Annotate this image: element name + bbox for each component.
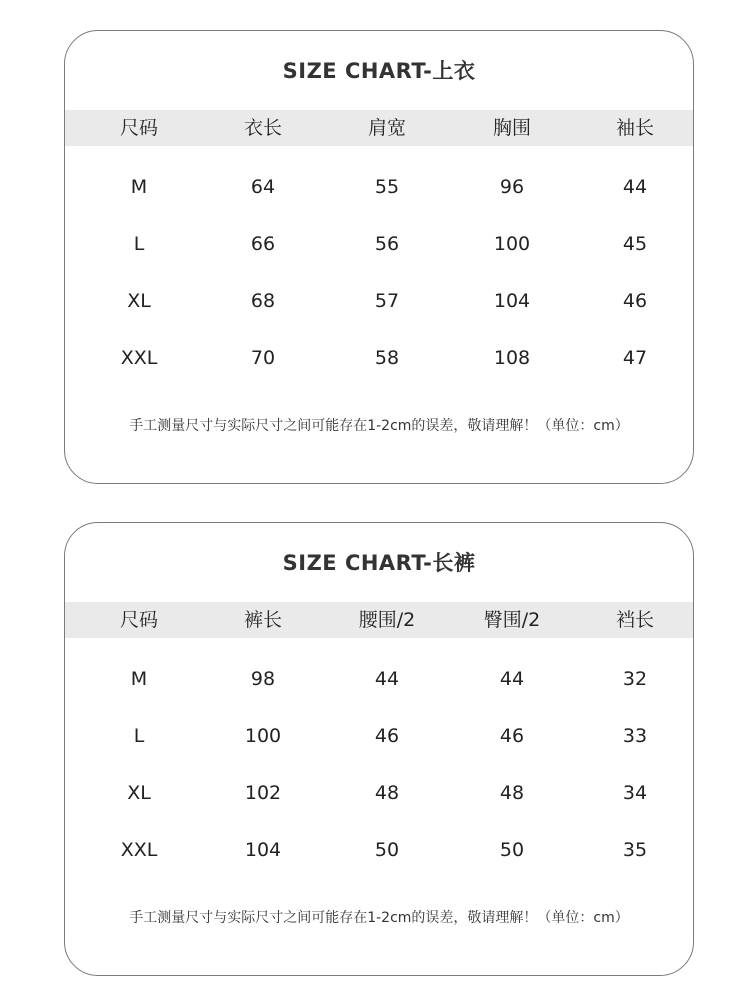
table-header-row [65, 110, 693, 146]
table-cell: 48 [374, 782, 400, 804]
table-cell: 47 [622, 347, 648, 369]
header-hip: 臀围/2 [483, 609, 541, 631]
table-row [65, 659, 693, 699]
table-cell: 96 [499, 176, 525, 198]
measurement-note: 手工测量尺寸与实际尺寸之间可能存在1-2cm的误差，敬请理解！（单位：cm） [129, 910, 629, 926]
table-cell: 50 [374, 839, 400, 861]
table-cell: XL [127, 290, 151, 312]
table-cell: 44 [374, 668, 400, 690]
size-chart-title: SIZE CHART-上衣 [282, 59, 476, 83]
measurement-note: 手工测量尺寸与实际尺寸之间可能存在1-2cm的误差，敬请理解！（单位：cm） [129, 418, 629, 434]
table-cell: 55 [374, 176, 400, 198]
table-cell: XXL [120, 347, 158, 369]
table-cell: 45 [622, 233, 648, 255]
table-cell: 34 [622, 782, 648, 804]
table-cell: 104 [244, 839, 282, 861]
table-cell: L [133, 233, 145, 255]
header-size: 尺码 [119, 117, 158, 139]
header-sleeve: 袖长 [615, 117, 654, 139]
table-cell: 98 [250, 668, 276, 690]
header-size: 尺码 [119, 609, 158, 631]
table-cell: 44 [622, 176, 648, 198]
table-cell: 57 [374, 290, 400, 312]
table-row [65, 773, 693, 813]
table-row [65, 830, 693, 870]
header-shoulder: 肩宽 [367, 117, 406, 139]
table-cell: 46 [374, 725, 400, 747]
table-cell: 102 [244, 782, 282, 804]
table-cell: 100 [493, 233, 531, 255]
table-cell: 56 [374, 233, 400, 255]
size-chart-top-card [64, 30, 694, 484]
table-cell: XL [127, 782, 151, 804]
table-cell: M [130, 176, 148, 198]
table-cell: 104 [493, 290, 531, 312]
table-row [65, 338, 693, 378]
table-cell: 50 [499, 839, 525, 861]
table-row [65, 281, 693, 321]
table-cell: 33 [622, 725, 648, 747]
table-row [65, 224, 693, 264]
table-cell: L [133, 725, 145, 747]
header-pants-length: 裤长 [243, 609, 282, 631]
header-waist: 腰围/2 [358, 609, 416, 631]
table-row [65, 716, 693, 756]
table-cell: 46 [622, 290, 648, 312]
table-cell: 68 [250, 290, 276, 312]
table-cell: 70 [250, 347, 276, 369]
table-cell: M [130, 668, 148, 690]
table-header-row [65, 602, 693, 638]
header-chest: 胸围 [492, 117, 531, 139]
header-length: 衣长 [243, 117, 282, 139]
table-cell: 46 [499, 725, 525, 747]
table-cell: 64 [250, 176, 276, 198]
table-cell: 35 [622, 839, 648, 861]
table-row [65, 167, 693, 207]
size-chart-title: SIZE CHART-长裤 [282, 551, 476, 575]
table-cell: 58 [374, 347, 400, 369]
table-cell: 66 [250, 233, 276, 255]
table-cell: 32 [622, 668, 648, 690]
table-cell: 100 [244, 725, 282, 747]
table-cell: 108 [493, 347, 531, 369]
table-cell: XXL [120, 839, 158, 861]
header-rise: 裆长 [615, 609, 654, 631]
table-cell: 48 [499, 782, 525, 804]
table-cell: 44 [499, 668, 525, 690]
size-chart-pants-card [64, 522, 694, 976]
